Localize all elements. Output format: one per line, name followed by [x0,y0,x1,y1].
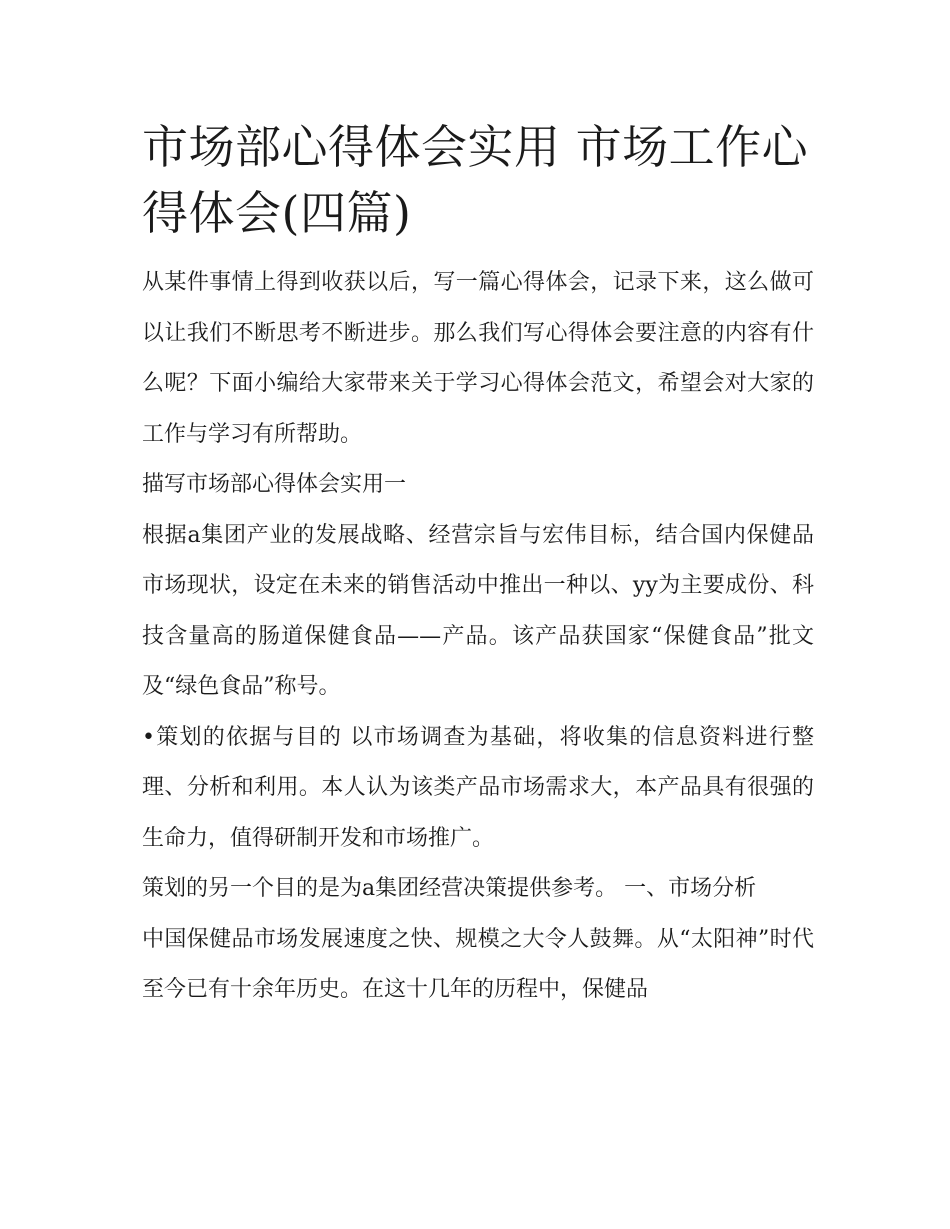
section-heading: 描写市场部心得体会实用一 [142,472,407,497]
body-paragraph: 策划的另一个目的是为a集团经营决策提供参考。 一、市场分析 [142,876,757,901]
document-page [142,114,814,1016]
body-paragraph: 中国保健品市场发展速度之快、规模之大令人鼓舞。从“太阳神”时代至今已有十余年历史。在这十几年的历程中，保健品 [142,926,814,1002]
body-paragraph: •策划的依据与目的 以市场调查为基础，将收集的信息资料进行整理、分析和利用。本人认为该类产品市场需求大，本产品具有很强的生命力，值得研制开发和市场推广。 [142,724,814,851]
document-title: 市场部心得体会实用 市场工作心得体会(四篇) [142,120,809,240]
body-paragraph: 根据a集团产业的发展战略、经营宗旨与宏伟目标，结合国内保健品市场现状，设定在未来的销售活动中推出一种以、yy为主要成份、科技含量高的肠道保健食品——产品。该产品获国家“保健食品”批文及“绿色食品”称号。 [142,522,814,699]
intro-paragraph: 从某件事情上得到收获以后，写一篇心得体会，记录下来，这么做可以让我们不断思考不断进步。那么我们写心得体会要注意的内容有什么呢？下面小编给大家带来关于学习心得体会范文，希望会对大家的工作与学习有所帮助。 [142,270,814,447]
